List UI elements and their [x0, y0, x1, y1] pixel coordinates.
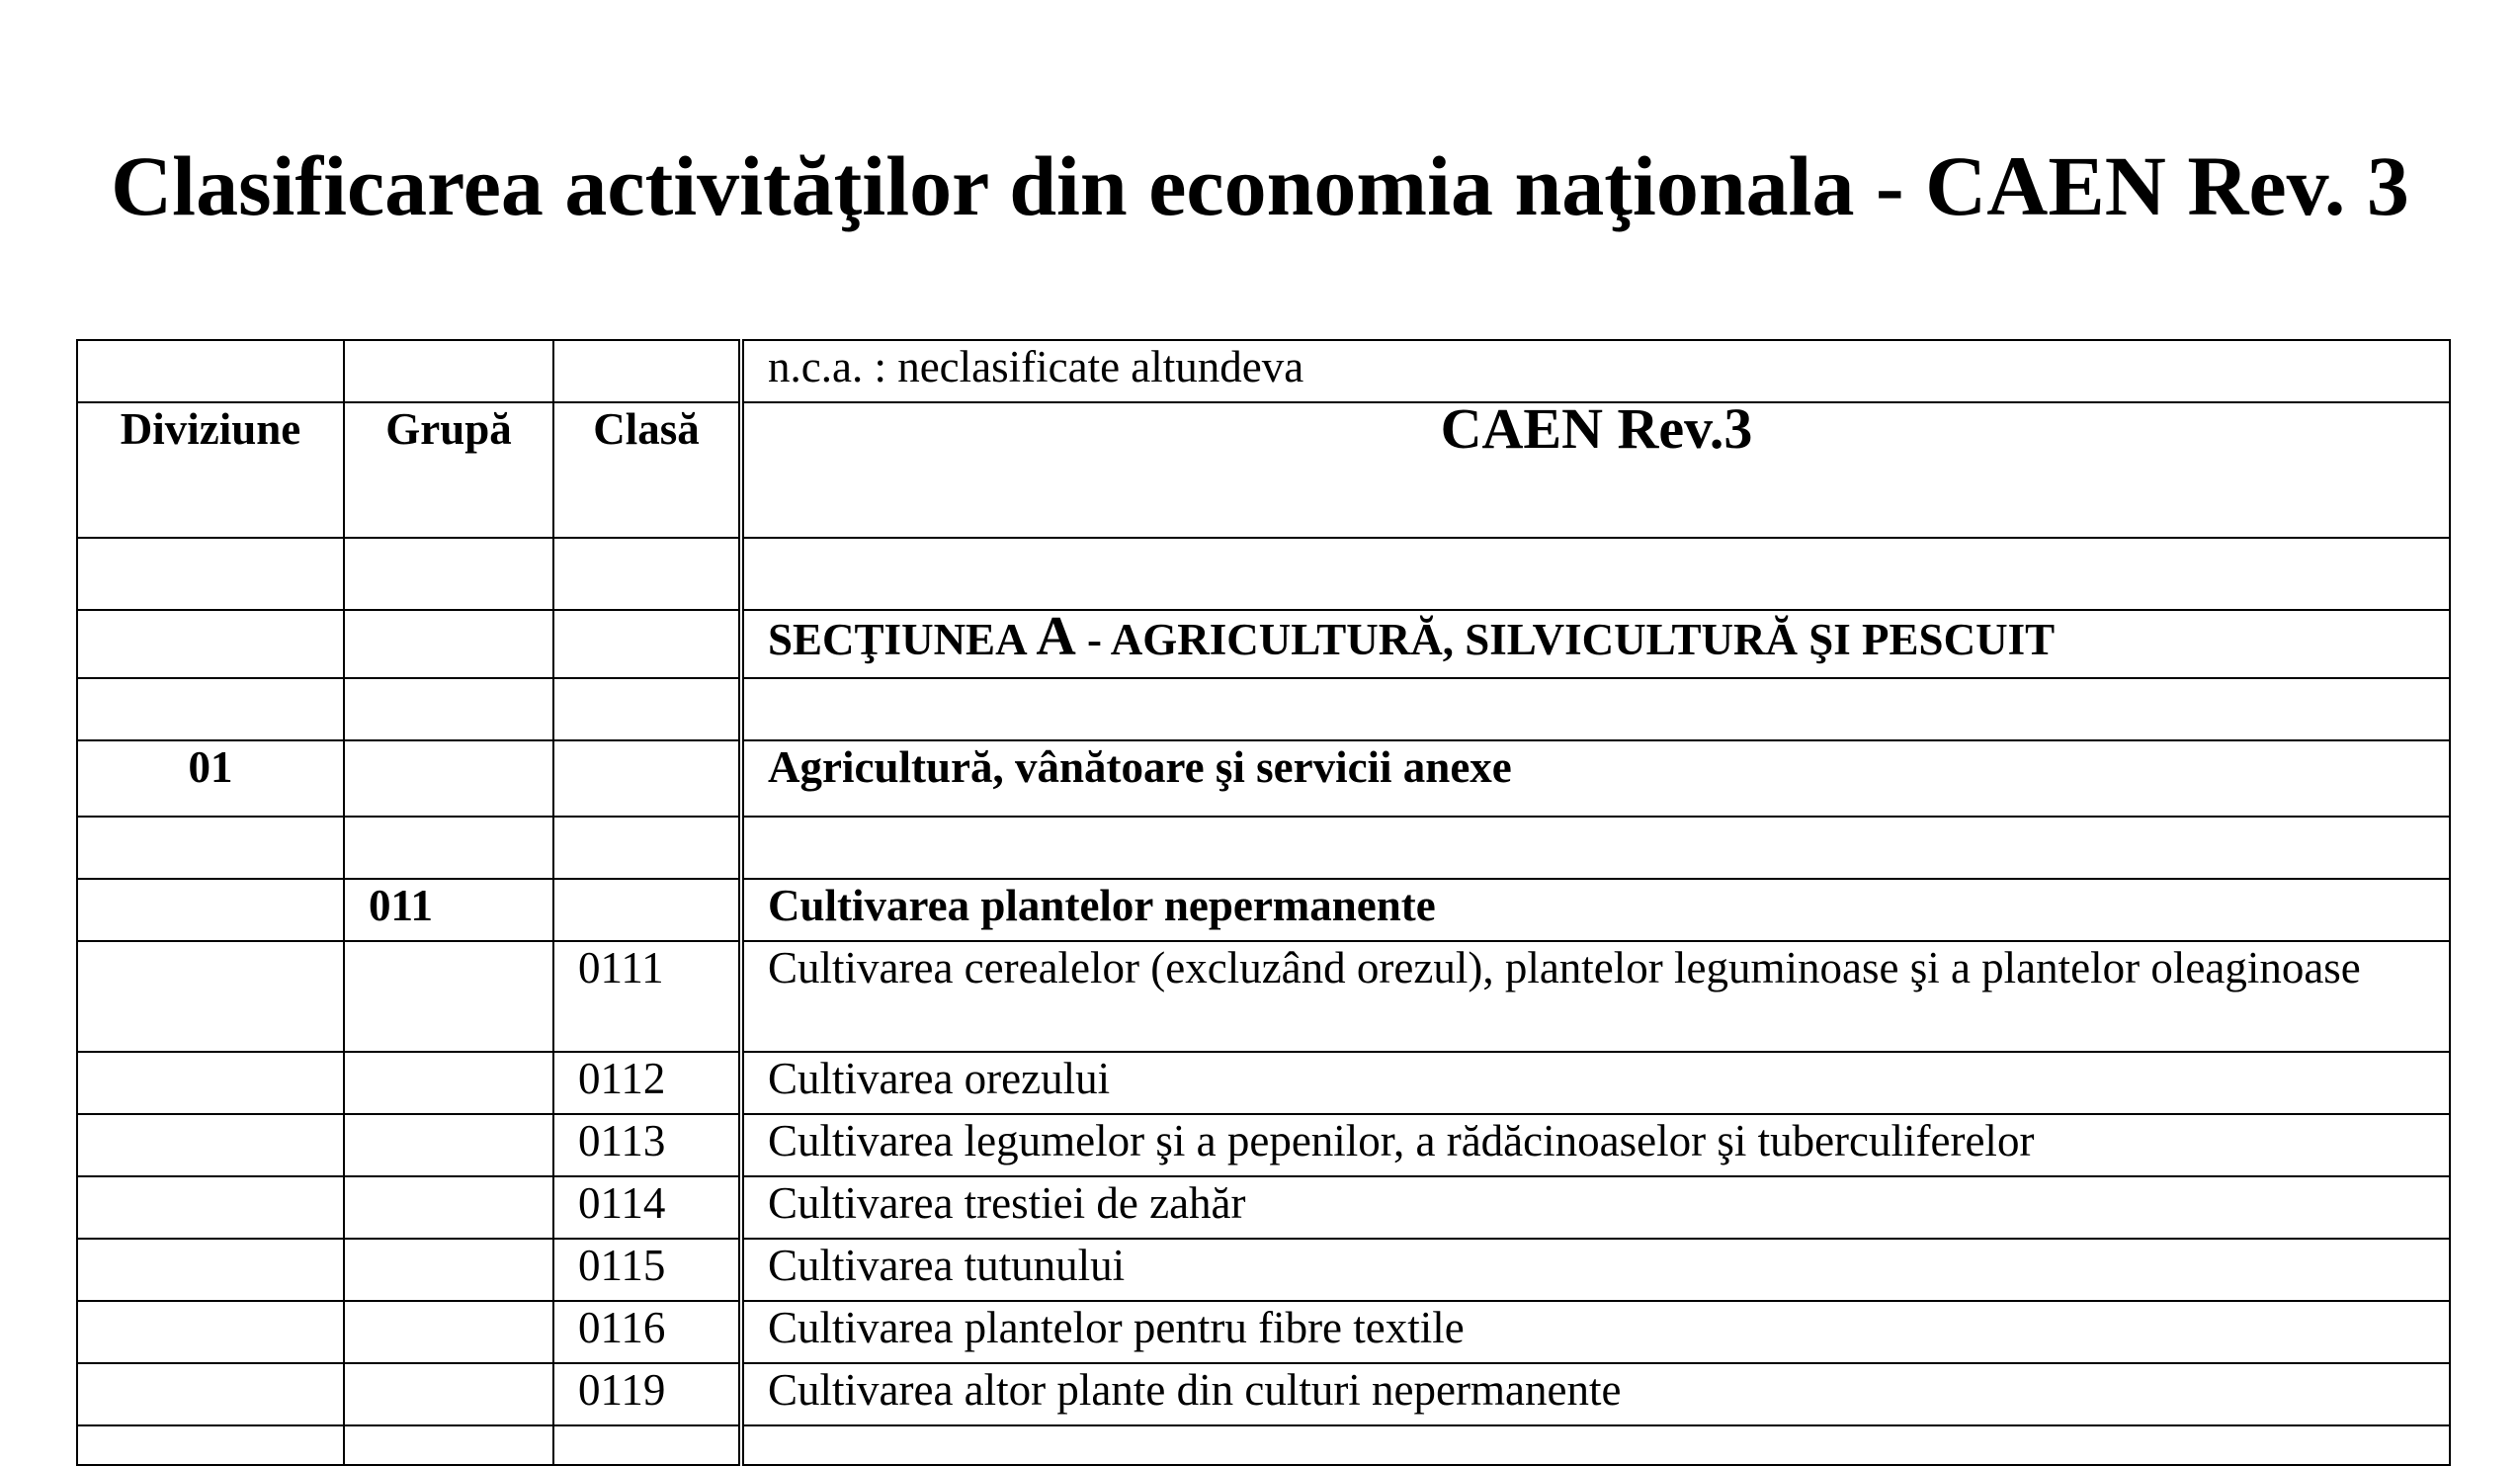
- division-name: Agricultură, vânătoare şi servicii anexe: [741, 740, 2450, 817]
- class-code: 0111: [553, 941, 741, 1052]
- document-title: Clasificarea activităţilor din economia naţionala - CAEN Rev. 3: [111, 138, 2409, 233]
- header-description: CAEN Rev.3: [741, 402, 2450, 538]
- class-code: 0116: [553, 1301, 741, 1363]
- spacer-row: [77, 678, 2450, 740]
- table-row: [77, 1239, 2450, 1301]
- division-row: [77, 740, 2450, 817]
- empty-cell: [553, 340, 741, 402]
- class-code: 0119: [553, 1363, 741, 1425]
- table-row-partial: [77, 1425, 2450, 1465]
- empty-cell: [344, 340, 553, 402]
- spacer-row: [77, 817, 2450, 879]
- section-title: [741, 610, 2450, 678]
- class-name: Cultivarea trestiei de zahăr: [741, 1176, 2450, 1239]
- class-name: Cultivarea plantelor pentru fibre textile: [741, 1301, 2450, 1363]
- class-name: Cultivarea altor plante din culturi nepermanente: [741, 1363, 2450, 1425]
- header-division: Diviziune: [77, 402, 344, 538]
- class-name: Cultivarea cerealelor (excluzând orezul), plantelor leguminoase şi a plantelor oleaginoase: [741, 941, 2450, 1052]
- table-row: [77, 941, 2450, 1052]
- class-code: 0115: [553, 1239, 741, 1301]
- class-code: 0112: [553, 1052, 741, 1114]
- group-row: [77, 879, 2450, 941]
- class-code: 0114: [553, 1176, 741, 1239]
- table-row: [77, 1301, 2450, 1363]
- class-name: Cultivarea legumelor şi a pepenilor, a rădăcinoaselor şi tuberculiferelor: [741, 1114, 2450, 1176]
- class-code: 0113: [553, 1114, 741, 1176]
- table-row: [77, 1176, 2450, 1239]
- spacer-row: [77, 538, 2450, 610]
- note-row: [77, 340, 2450, 402]
- section-prefix: SECŢIUNEA: [768, 615, 1037, 664]
- header-row: [77, 402, 2450, 538]
- division-code: 01: [77, 740, 344, 817]
- section-name: - AGRICULTURĂ, SILVICULTURĂ ŞI PESCUIT: [1075, 615, 2056, 664]
- header-class: Clasă: [553, 402, 741, 538]
- group-name: Cultivarea plantelor nepermanente: [741, 879, 2450, 941]
- class-name: Cultivarea tutunului: [741, 1239, 2450, 1301]
- caen-classification-table: [76, 339, 2451, 1466]
- section-letter: A: [1036, 610, 1076, 667]
- header-group: Grupă: [344, 402, 553, 538]
- group-code: 011: [344, 879, 553, 941]
- empty-cell: [77, 340, 344, 402]
- table-row: [77, 1363, 2450, 1425]
- abbreviation-note: n.c.a. : neclasificate altundeva: [741, 340, 2450, 402]
- section-row: [77, 610, 2450, 678]
- table-row: [77, 1114, 2450, 1176]
- table-row: [77, 1052, 2450, 1114]
- class-name: Cultivarea orezului: [741, 1052, 2450, 1114]
